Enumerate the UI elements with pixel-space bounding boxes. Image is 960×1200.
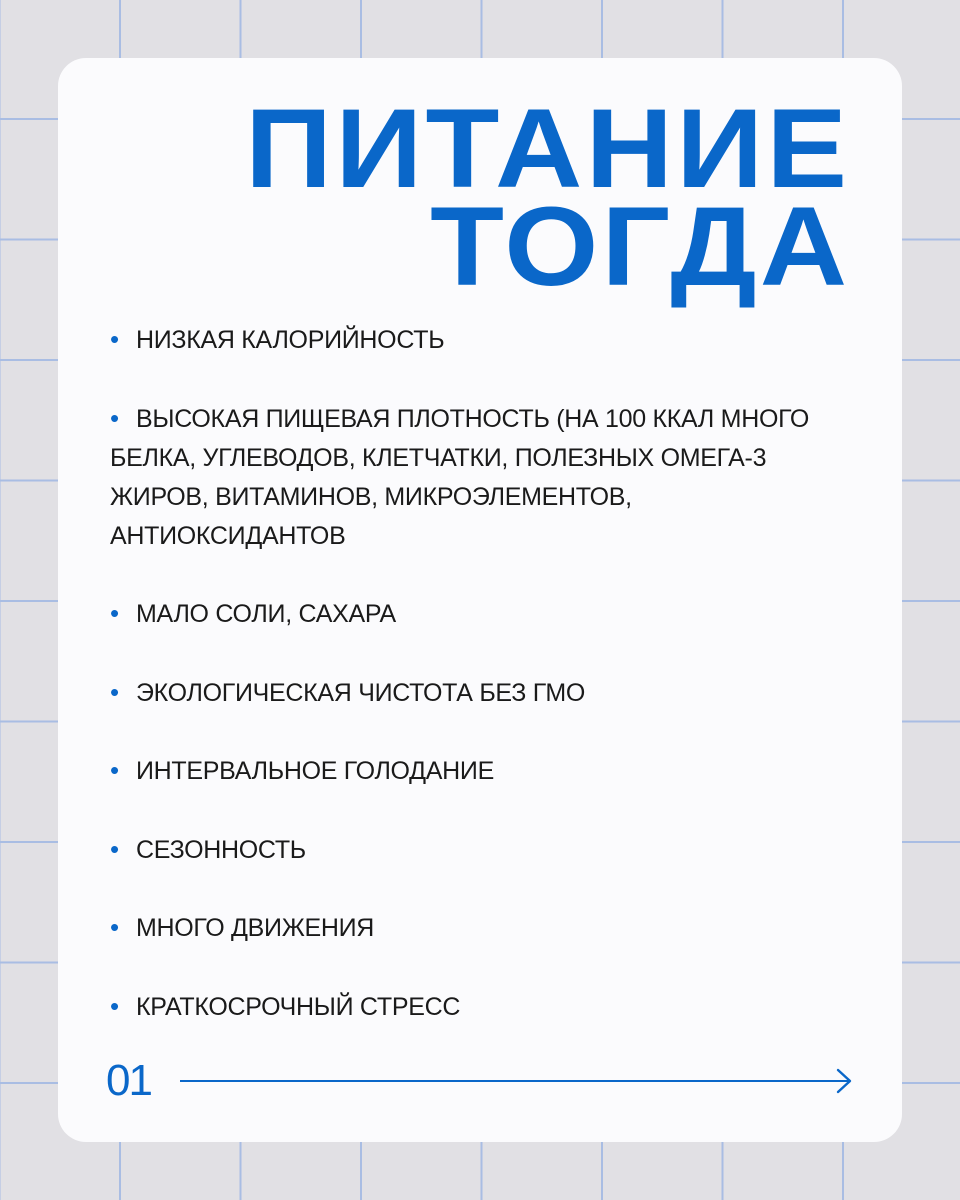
bullet-icon: • (110, 833, 119, 864)
content-card (58, 58, 902, 1142)
list-item-text: МАЛО СОЛИ, САХАРА (136, 600, 396, 628)
bullet-icon: • (110, 598, 119, 628)
bullet-list (110, 320, 810, 1065)
list-item-text: ЭКОЛОГИЧЕСКАЯ ЧИСТОТА БЕЗ ГМО (136, 678, 586, 707)
page-title (244, 86, 850, 309)
arrow-right-icon[interactable] (180, 1068, 854, 1094)
list-item-text: СЕЗОННОСТЬ (136, 835, 306, 864)
list-item-text: КРАТКОСРОЧНЫЙ СТРЕСС (136, 992, 461, 1021)
bullet-icon: • (110, 676, 119, 707)
bullet-icon: • (110, 402, 119, 433)
bullet-icon: • (110, 755, 119, 785)
title-line-1: ПИТАНИЕ (244, 86, 850, 211)
list-item-text: МНОГО ДВИЖЕНИЯ (136, 914, 375, 942)
page-number: 01 (106, 1056, 151, 1105)
list-item (110, 830, 810, 870)
list-item (110, 594, 810, 634)
list-item-text: ИНТЕРВАЛЬНОЕ ГОЛОДАНИЕ (136, 757, 494, 785)
list-item-text: НИЗКАЯ КАЛОРИЙНОСТЬ (136, 326, 445, 354)
title-line-2: ТОГДА (429, 184, 850, 309)
list-item (110, 908, 810, 948)
list-item-text: ВЫСОКАЯ ПИЩЕВАЯ ПЛОТНОСТЬ (НА 100 ККАЛ МНОГО БЕЛКА, УГЛЕВОДОВ, КЛЕТЧАТКИ, ПОЛЕЗНЫХ ОМЕГА-3 ЖИРОВ, ВИТАМИНОВ, МИКРОЭЛЕМЕНТОВ, АНТИОКСИДАНТОВ (110, 404, 810, 550)
bullet-icon: • (110, 912, 119, 942)
list-item (110, 987, 810, 1027)
list-item (110, 751, 810, 791)
bullet-icon: • (110, 990, 119, 1021)
list-item (110, 320, 810, 360)
list-item (110, 673, 810, 713)
bullet-icon: • (110, 324, 119, 354)
list-item (110, 399, 810, 556)
